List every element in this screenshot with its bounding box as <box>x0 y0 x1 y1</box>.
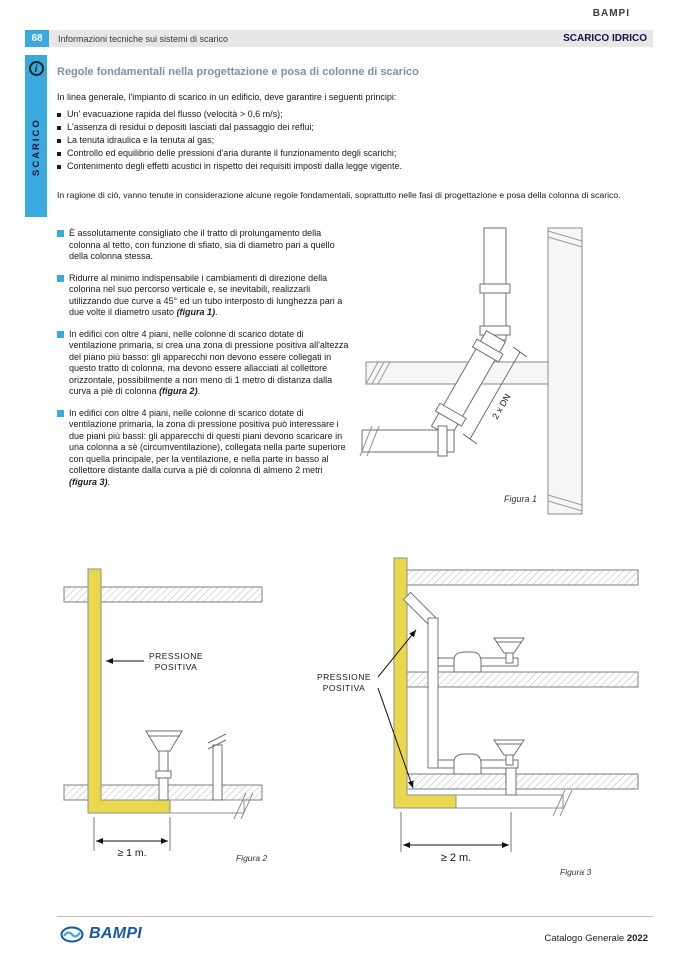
floor-slab <box>366 362 548 384</box>
pipe-length-label: 2 x DN <box>490 392 513 421</box>
floor-slab-1 <box>394 570 638 585</box>
list-item <box>57 121 402 134</box>
horizontal-pipe <box>362 426 454 456</box>
rules-column <box>57 228 351 498</box>
pressure-label-line1: PRESSIONE <box>316 672 372 682</box>
rule-marker-icon <box>57 331 64 338</box>
pressure-label-line2: POSITIVA <box>154 662 198 672</box>
list-item <box>57 134 402 147</box>
dimension-line <box>94 817 170 851</box>
principles-list <box>57 108 402 173</box>
figure-1 <box>358 226 653 518</box>
note-paragraph: In ragione di ciò, vanno tenute in considerazione alcune regole fondamentali, soprattutto nelle fasi di progettazione e posa della colonna di scarico. <box>57 190 621 200</box>
rule-text: In edifici con oltre 4 piani, nelle colonne di scarico dotate di ventilazione primaria, la zona di pressione positiva può interessare i due piani più bassi: gli apparecchi di questi piani devono scaricare in una colonna a sè (circumventilazione), collegata nella parte superiore con quella principale, per la ventilazione, e nella parte in basso al collettore distante dalla curva a piè di colonna di almeno 2 metri <box>69 407 346 475</box>
bampi-logo-icon <box>60 926 84 943</box>
intro-paragraph: In linea generale, l'impianto di scarico in un edificio, deve garantire i seguenti principi: <box>57 92 397 102</box>
footer-divider <box>57 916 653 917</box>
secondary-column <box>428 618 438 768</box>
dimension-label: ≥ 1 m. <box>117 847 147 859</box>
list-item-text: Contenimento degli effetti acustici in rispetto dei requisiti imposti dalla legge vigente. <box>67 161 403 171</box>
bullet-square-icon <box>57 139 61 143</box>
list-item <box>57 160 402 173</box>
toilet-icon <box>454 754 481 774</box>
rule-text: In edifici con oltre 4 piani, nelle colonne di scarico dotate di ventilazione primaria, si crea una zona di pressione positiva all'altezza del piano più basso: gli apparecchi non devono essere collegati in questo tratto di colonna, ma devono essere allacciati al collettore orizzontale, possibilmente a non meno di 1 metro di distanza dalla curva a piè di colonna <box>69 328 349 396</box>
washbasin-icon <box>494 740 524 755</box>
figure-ref: (figura 3) <box>69 476 108 487</box>
list-item <box>57 108 402 121</box>
page-number-badge: 68 <box>25 30 49 47</box>
footer-logo <box>60 925 142 943</box>
dimension-line <box>401 812 511 852</box>
drop-pipe <box>506 768 516 795</box>
sidebar-tab-scarico <box>25 55 47 217</box>
bullet-square-icon <box>57 152 61 156</box>
figure-2-drawing <box>58 563 268 875</box>
washbasin-icon <box>494 638 524 653</box>
list-item <box>57 147 402 160</box>
rule-marker-icon <box>57 230 64 237</box>
collector-pipe <box>170 800 244 813</box>
figure-3 <box>298 550 648 895</box>
figure-1-drawing <box>358 226 653 518</box>
rule-text: È assolutamente consigliato che il tratto di prolungamento della colonna al tetto, con funzione di sfiato, sia di diametro pari a quello della colonna stessa. <box>69 228 335 261</box>
page-title: Regole fondamentali nella progettazione e posa di colonne di scarico <box>57 66 419 78</box>
bullet-square-icon <box>57 165 61 169</box>
rule-text-tail: . <box>197 386 201 396</box>
footer-catalog-text: Catalogo Generale <box>544 933 625 944</box>
footer-catalog-year: 2022 <box>626 933 648 944</box>
header-bar <box>25 30 653 47</box>
pressure-label-line1: PRESSIONE <box>148 651 204 661</box>
figure-2-caption: Figura 2 <box>236 853 268 863</box>
rule-text: Ridurre al minimo indispensabile i cambiamenti di direzione della colonna nel suo percorso verticale e, se inevitabili, realizzarli utilizzando due curve a 45° ed un tubo interposto di lunghezza pari a due volte il diametro usato <box>69 272 343 317</box>
figure-3-caption: Figura 3 <box>560 867 592 877</box>
figure-3-drawing <box>298 550 648 895</box>
rule-text-tail: . <box>215 307 218 317</box>
vertical-pipe <box>480 228 510 340</box>
list-item-text: L'assenza di residui o depositi lasciati dal passaggio dei reflui; <box>67 122 314 132</box>
figure-1-caption: Figura 1 <box>504 494 538 504</box>
rule-item <box>57 329 351 398</box>
info-icon: i <box>29 61 44 76</box>
list-item-text: La tenuta idraulica e la tenuta al gas; <box>67 135 215 145</box>
rule-marker-icon <box>57 410 64 417</box>
footer-brand-text: BAMPI <box>89 925 143 942</box>
collector-pipe <box>456 795 563 808</box>
list-item-text: Controllo ed equilibrio delle pressioni d'aria durante il funzionamento degli scarichi; <box>67 148 397 158</box>
figure-2 <box>58 563 268 875</box>
top-brand-text: BAMPI <box>592 8 630 19</box>
bullet-square-icon <box>57 113 61 117</box>
rule-item <box>57 228 351 263</box>
toilet-icon <box>454 652 481 672</box>
header-right-label: SCARICO IDRICO <box>563 33 647 44</box>
figure-ref: (figura 1) <box>176 307 216 317</box>
bullet-square-icon <box>57 126 61 130</box>
fixtures-floor-upper <box>438 638 524 672</box>
rule-text-tail: . <box>107 476 111 487</box>
wall <box>548 228 582 514</box>
list-item-text: Un' evacuazione rapida del flusso (velocità > 0,6 m/s); <box>67 109 283 119</box>
rule-item <box>57 408 351 489</box>
rule-item <box>57 273 351 319</box>
header-section-title: Informazioni tecniche sui sistemi di scarico <box>58 33 229 44</box>
footer-catalog <box>544 933 648 944</box>
sidebar-vertical-label: SCARICO <box>30 118 42 177</box>
dimension-label: ≥ 2 m. <box>440 852 472 864</box>
figure-ref: (figura 2) <box>159 386 198 396</box>
rule-marker-icon <box>57 275 64 282</box>
pressure-label-line2: POSITIVA <box>322 683 366 693</box>
